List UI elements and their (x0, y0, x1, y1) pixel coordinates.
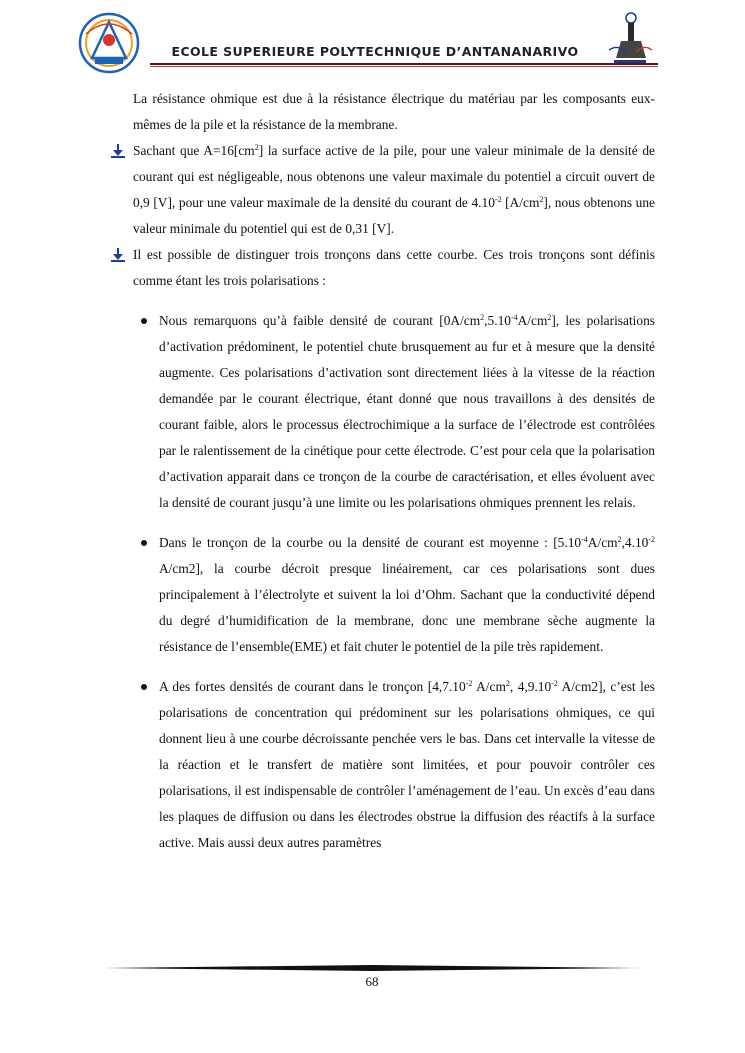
round-bullet (141, 540, 147, 546)
round-bullet (141, 684, 147, 690)
header-rule-thin (150, 66, 658, 67)
list-item-concentration: A des fortes densités de courant dans le tronçon [$4,7.10^{-2}$ $A/cm^2$, $4,9.10^{-2}$ A/cm2], c’est les polarisations de concentration qui prédominent sur les polarisations ohmiques, ce qui donnent lieu à une courbe décroissante penchée vers le bas. Dans cet intervalle la vitesse de la réaction et le transfert de matière sont limitées, et pour pouvoir contrôler ces polarisations, il est indispensable de contrôler l’aménagement de l’eau. Un excès d’eau dans les plaques de diffusion ou dans les électrodes obstrue la diffusion des réactifs à la surface active. Mais aussi deux autres paramètres (133, 674, 655, 856)
arrow-list-item (133, 138, 655, 242)
round-bullet (141, 318, 147, 324)
paragraph-ohmic-resistance: La résistance ohmique est due à la résistance électrique du matériau par les composants eux-mêmes de la pile et la résistance de la membrane. (133, 91, 655, 132)
arrow-bullet-icon (111, 144, 125, 158)
paragraph-active-surface: Sachant que $A=16[cm^2]$ la surface active de la pile, pour une valeur minimale de la densité de courant qui est négligeable, nous obtenons une valeur maximale du potentiel a circuit ouvert de 0,9 [V], pour une valeur maximale de la densité du courant de $4.10^{-2}$ $[A/cm^2]$, nous obtenons une valeur minimale du potentiel qui est de 0,31 [V]. (133, 143, 655, 236)
page-content (133, 86, 655, 870)
list-item-ohmic: Dans le tronçon de la courbe ou la densité de courant est moyenne : [$5.10^{-4}A/cm^2,4.10^{-2}$ A/cm2], la courbe décroit presque linéairement, car ces polarisations sont dues principalement à l’électrolyte et suivent la loi d’Ohm. Sachant que la conductivité dépend du degré d’humidification de la membrane, donc une membrane sèche augmente la résistance de l’ensemble(EME) et fait chuter le potentiel de la pile très rapidement. (133, 530, 655, 660)
school-crest-logo (78, 12, 140, 74)
engineering-emblem-logo (604, 10, 654, 70)
arrow-bullet-icon (111, 248, 125, 262)
polarisation-list (133, 308, 655, 856)
header-rule (150, 63, 658, 65)
page-number: 68 (365, 974, 379, 989)
paragraph-three-sections: Il est possible de distinguer trois tronçons dans cette courbe. Ces trois tronçons sont définis comme étant les trois polarisations : (133, 247, 655, 288)
header-school-title: ECOLE SUPERIEURE POLYTECHNIQUE D’ANTANANARIVO (171, 44, 579, 59)
footer-rule (104, 965, 641, 971)
list-item-activation: Nous remarquons qu’à faible densité de courant $[0A/cm^2,5.10^{-4}A/cm^2]$, les polarisations d’activation prédominent, le potentiel chute brusquement au fur et à mesure que la densité augmente. Ces polarisations d’activation sont directement liées à la vitesse de la réaction demandée par le courant électrique, étant donné que nous travaillons à des densités de courant faible, alors le processus électrochimique a la surface de l’électrode est contrôlées par le ralentissement de la cinétique pour cette électrode. C’est pour cela que la polarisation d’activation apparait dans ce tronçon de la courbe de caractérisation, et elles évoluent avec la densité de courant jusqu’à une limite ou les polarisations ohmiques prennent les relais. (133, 308, 655, 516)
arrow-list-item (133, 242, 655, 294)
